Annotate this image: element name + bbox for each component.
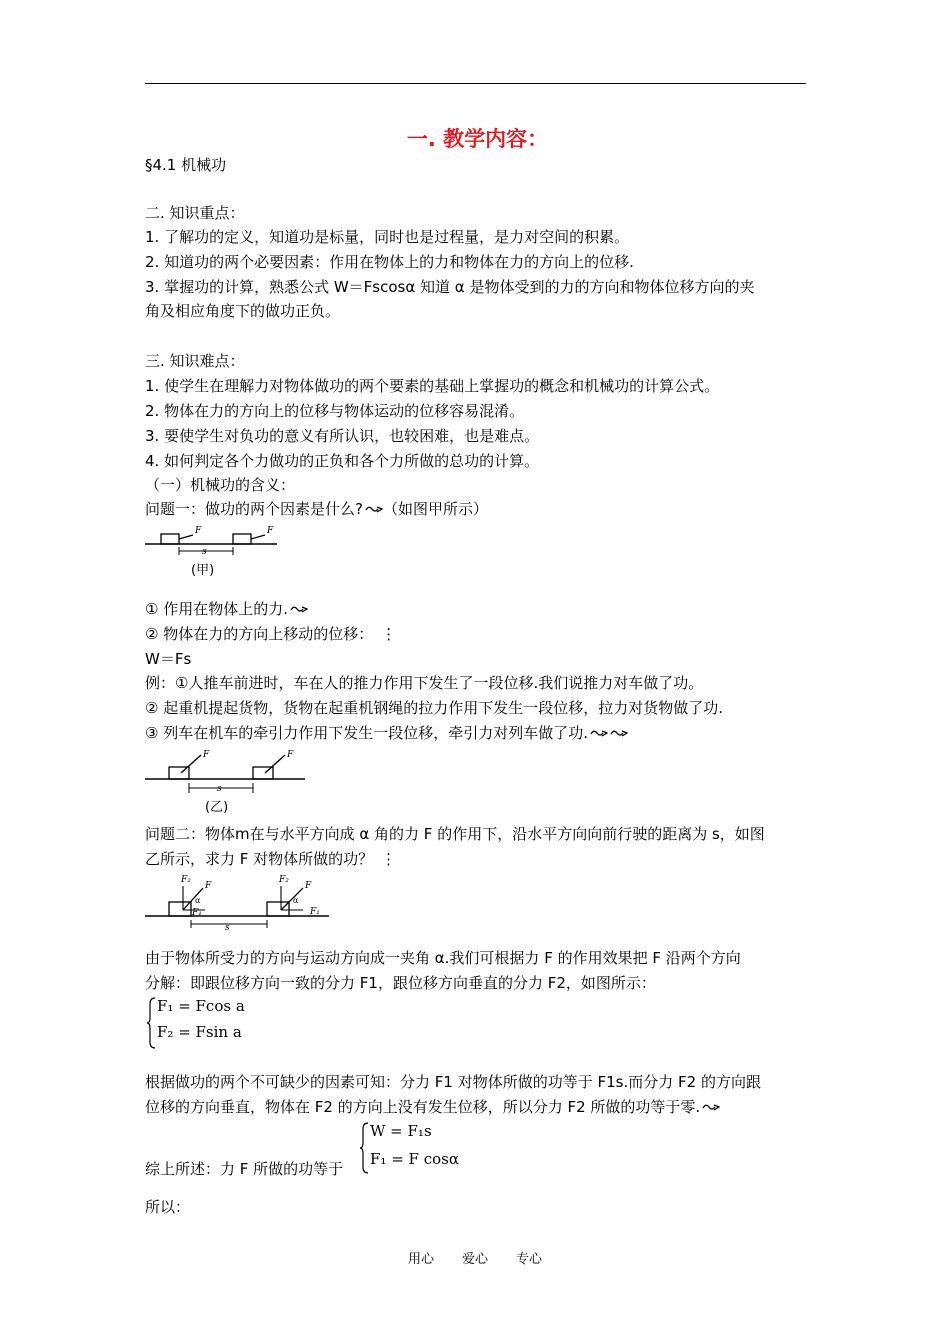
wavy-mark-icon: [702, 1102, 720, 1112]
factor-1-text: ① 作用在物体上的力.: [145, 600, 288, 618]
fig-jia-caption: (甲): [191, 563, 215, 578]
fig-decomp-f2-label: F₂: [181, 875, 191, 885]
difficulty-line: 2. 物体在力的方向上的位移与物体运动的位移容易混淆。: [145, 402, 525, 420]
factor-1: [145, 597, 308, 621]
point-line: 3. 掌握功的计算，熟悉公式 W＝Fscosα 知道 α 是物体受到的力的方向和物体位移方向的夹: [145, 278, 755, 296]
fig-decomp-f1-label: F₁: [310, 907, 320, 917]
summary-line: 综上所述：力 F 所做的功等于: [145, 1160, 344, 1178]
section-heading: §4.1 机械功: [145, 156, 227, 174]
decomp-line: 分解：即跟位移方向一致的分力 F1，跟位移方向垂直的分力 F2，如图所示：: [145, 974, 656, 992]
footer-item: 用心: [407, 1252, 434, 1267]
question-2-tail: ⋮: [381, 850, 397, 868]
page-title: 一. 教学内容：: [406, 127, 549, 151]
fig-jia-s-label: s: [202, 547, 207, 557]
conclusion-line: [145, 1095, 720, 1119]
equation-f1: F₁ = Fcos a: [157, 997, 245, 1015]
footer-item: 专心: [516, 1252, 543, 1267]
example-line-text: ③ 列车在机车的牵引力作用下发生一段位移，牵引力对列车做了功.: [145, 724, 588, 742]
equation-f1-cos: F₁ = F cosα: [370, 1150, 459, 1168]
fig-decomp-f-label: F: [205, 881, 212, 891]
point-line: 1. 了解功的定义，知道功是标量，同时也是过程量，是力对空间的积累。: [145, 228, 630, 246]
page-footer: [0, 1248, 950, 1267]
example-line: ② 起重机提起货物，货物在起重机钢绳的拉力作用下发生一段位移，拉力对货物做了功.: [145, 699, 723, 717]
factor-2: [145, 622, 396, 646]
fig-decomp-s-label: s: [225, 923, 230, 932]
difficulty-line: 3. 要使学生对负功的意义有所认识，也较困难，也是难点。: [145, 427, 540, 445]
fig-decomp-f1-label: F₁: [192, 908, 202, 918]
formula-wfs: W＝Fs: [145, 650, 192, 668]
wavy-mark-icon: [590, 728, 608, 738]
difficulty-line: 4. 如何判定各个力做功的正负和各个力所做的总功的计算。: [145, 452, 540, 470]
point-line: 2. 知道功的两个必要因素：作用在物体上的力和物体在力的方向上的位移.: [145, 253, 634, 271]
wavy-mark-icon: [610, 728, 628, 738]
question-2-text: 乙所示，求力 F 对物体所做的功？: [145, 850, 374, 868]
equation-f2: F₂ = Fsin a: [157, 1023, 242, 1041]
wavy-mark-icon: [290, 604, 308, 614]
fig-decomp-alpha-label: α: [293, 896, 299, 905]
points-heading: 二. 知识重点：: [145, 204, 245, 222]
decomp-line: 由于物体所受力的方向与运动方向成一夹角 α.我们可根据力 F 的作用效果把 F 沿两个方向: [145, 949, 741, 967]
conclusion-line: 根据做功的两个不可缺少的因素可知：分力 F1 对物体所做的功等于 F1s.而分力 F2 的方向跟: [145, 1073, 761, 1091]
fig-yi-caption: (乙): [205, 800, 229, 815]
fig-jia-f-label: F: [195, 526, 202, 536]
figure-jia: [145, 524, 277, 580]
example-line: [145, 721, 628, 745]
question-1: [145, 497, 488, 521]
example-line: 例：①人推车前进时，车在人的推力作用下发生了一段位移.我们说推力对车做了功。: [145, 674, 704, 692]
fig-decomp-f2-label: F₂: [279, 875, 289, 885]
fig-yi-s-label: s: [217, 784, 222, 794]
fig-yi-f-label: F: [203, 750, 210, 760]
equation-w: W = F₁s: [370, 1122, 432, 1140]
question-1-tail: （如图甲所示）: [382, 500, 488, 518]
brace-icon: [146, 997, 156, 1049]
fig-decomp-alpha-label: α: [195, 896, 201, 905]
brace-icon: [359, 1122, 369, 1174]
difficulties-heading: 三. 知识难点：: [145, 352, 245, 370]
fig-yi-f-label: F: [287, 750, 294, 760]
fig-decomp-f-label: F: [305, 881, 312, 891]
question-2-line: [145, 847, 396, 871]
question-2-line: 问题二：物体m在与水平方向成 α 角的力 F 的作用下，沿水平方向向前行驶的距离为 s，如图: [145, 825, 765, 843]
footer-item: 爱心: [461, 1252, 488, 1267]
wavy-mark-icon: [365, 504, 383, 514]
conclusion-line-text: 位移的方向垂直，物体在 F2 的方向上没有发生位移，所以分力 F2 所做的功等于零.: [145, 1098, 701, 1116]
question-1-text: 问题一：做功的两个因素是什么?: [145, 500, 363, 518]
fig-jia-f-label: F: [267, 526, 274, 536]
so-line: 所以：: [145, 1198, 191, 1216]
figure-decomposition: [145, 870, 329, 932]
subsection-heading: （一）机械功的含义：: [145, 476, 296, 494]
figure-yi: [145, 748, 305, 816]
difficulty-line: 1. 使学生在理解力对物体做功的两个要素的基础上掌握功的概念和机械功的计算公式。: [145, 377, 720, 395]
factor-2-tail: ⋮: [381, 625, 397, 643]
factor-2-text: ② 物体在力的方向上移动的位移：: [145, 625, 374, 643]
point-line: 角及相应角度下的做功正负。: [145, 302, 341, 320]
header-rule: [145, 83, 806, 84]
